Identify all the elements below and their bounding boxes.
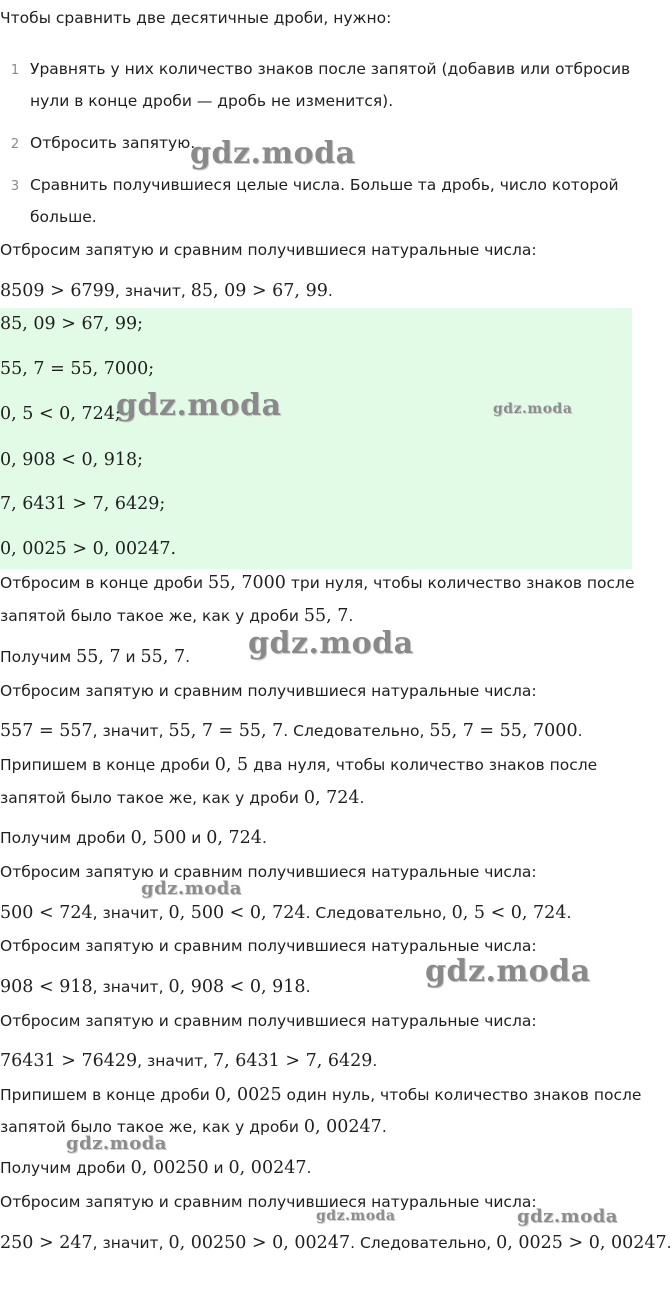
math: 0, 500 xyxy=(130,828,187,848)
step-3 xyxy=(0,175,619,197)
intro-text: Чтобы сравнить две десятичные дроби, нужно: xyxy=(0,9,392,27)
math: 55, 7 xyxy=(303,606,349,626)
text: . xyxy=(185,648,191,666)
answer-4: 0, 908 < 0, 918; xyxy=(0,450,144,470)
watermark: gdz.moda xyxy=(190,136,356,171)
math: 0, 5 xyxy=(214,755,249,775)
text: , значит, xyxy=(92,1234,169,1252)
math: 0, 00250 xyxy=(130,1158,209,1178)
watermark: gdz.moda xyxy=(141,878,242,899)
comparison-line xyxy=(0,1233,672,1253)
text: Получим дроби xyxy=(0,829,131,847)
text: и xyxy=(186,829,207,847)
math: 0, 00250 > 0, 00247 xyxy=(168,1233,351,1253)
step-number: 1 xyxy=(10,63,20,78)
text: Получим дроби xyxy=(0,1159,131,1177)
text: Отбросим в конце дроби xyxy=(0,574,208,592)
text: запятой было такое же, как у дроби xyxy=(0,1118,304,1136)
math: 0, 908 < 0, 918 xyxy=(168,977,306,997)
text: один нуль, чтобы количество знаков после xyxy=(281,1086,642,1104)
answer-2: 55, 7 = 55, 7000; xyxy=(0,359,155,379)
math: 250 > 247 xyxy=(0,1233,93,1253)
watermark: gdz.moda xyxy=(493,401,573,417)
comparison-line xyxy=(0,977,311,997)
text: . xyxy=(359,789,365,807)
text: . xyxy=(306,1159,312,1177)
answer-5: 7, 6431 > 7, 6429; xyxy=(0,494,166,514)
watermark: gdz.moda xyxy=(116,388,282,423)
step-text: Сравнить получившиеся целые числа. Больше та дробь, число которой xyxy=(30,176,619,194)
math: 85, 09 > 67, 99 xyxy=(190,281,328,301)
math: 55, 7000 xyxy=(207,573,286,593)
paragraph: Отбросим запятую и сравним получившиеся натуральные числа: xyxy=(0,1193,537,1211)
text: два нуля, чтобы количество знаков после xyxy=(248,756,598,774)
math: 557 = 557 xyxy=(0,721,93,741)
paragraph: Отбросим запятую и сравним получившиеся натуральные числа: xyxy=(0,241,537,259)
answer-1: 85, 09 > 67, 99; xyxy=(0,314,144,334)
highlight-box xyxy=(0,308,632,569)
math: 0, 0025 > 0, 00247 xyxy=(496,1233,667,1253)
text: запятой было такое же, как у дроби xyxy=(0,789,304,807)
math: 8509 > 6799 xyxy=(0,281,115,301)
paragraph xyxy=(0,828,267,848)
math: 500 < 724 xyxy=(0,903,93,923)
text: и xyxy=(208,1159,229,1177)
paragraph xyxy=(0,573,634,593)
text: Припишем в конце дроби xyxy=(0,1086,215,1104)
paragraph xyxy=(0,1158,311,1178)
math: 0, 0025 xyxy=(214,1085,282,1105)
math: 0, 724 xyxy=(303,788,360,808)
paragraph: Отбросим запятую и сравним получившиеся натуральные числа: xyxy=(0,1012,537,1030)
text: , значит, xyxy=(114,282,191,300)
math: 0, 5 < 0, 724 xyxy=(451,903,567,923)
answer-3: 0, 5 < 0, 724; xyxy=(0,404,121,424)
text: . xyxy=(261,829,267,847)
paragraph: Отбросим запятую и сравним получившиеся натуральные числа: xyxy=(0,863,537,881)
math: 0, 500 < 0, 724 xyxy=(168,903,306,923)
math: 55, 7 = 55, 7000 xyxy=(429,721,578,741)
math: 908 < 918 xyxy=(0,977,93,997)
text: . xyxy=(566,904,572,922)
step-number: 2 xyxy=(10,137,20,152)
math: 0, 724 xyxy=(206,828,262,848)
paragraph xyxy=(0,755,597,775)
text: . Следовательно, xyxy=(305,904,452,922)
math: 0, 00247 xyxy=(303,1117,382,1137)
paragraph xyxy=(0,606,353,626)
text: . xyxy=(577,722,583,740)
answer-6: 0, 0025 > 0, 00247. xyxy=(0,539,177,559)
step-2 xyxy=(0,133,195,155)
text: . xyxy=(666,1234,672,1252)
text: , значит, xyxy=(137,1052,213,1070)
watermark: gdz.moda xyxy=(316,1208,396,1224)
text: . xyxy=(381,1118,387,1136)
comparison-line xyxy=(0,721,583,741)
math: 55, 7 xyxy=(140,647,186,667)
text: запятой было такое же, как у дроби xyxy=(0,607,304,625)
step-text: Уравнять у них количество знаков после запятой (добавив или отбросив xyxy=(30,60,631,78)
text: . xyxy=(327,282,333,300)
comparison-line xyxy=(0,1051,377,1071)
step-1 xyxy=(0,59,630,81)
text: три нуля, чтобы количество знаков после xyxy=(285,574,635,592)
paragraph: Отбросим запятую и сравним получившиеся натуральные числа: xyxy=(0,682,537,700)
paragraph xyxy=(0,788,364,808)
text: . xyxy=(305,978,311,996)
math: 55, 7 = 55, 7 xyxy=(168,721,284,741)
step-1-cont: нули в конце дроби — дробь не изменится). xyxy=(30,92,394,110)
text: . xyxy=(372,1052,378,1070)
text: , значит, xyxy=(92,978,169,996)
math: 0, 00247 xyxy=(228,1158,307,1178)
paragraph xyxy=(0,1085,641,1105)
text: Припишем в конце дроби xyxy=(0,756,215,774)
math: 7, 6431 > 7, 6429 xyxy=(212,1051,373,1071)
text: . xyxy=(348,607,354,625)
comparison-line xyxy=(0,903,571,923)
step-text: Отбросить запятую. xyxy=(30,134,196,152)
text: и xyxy=(120,648,141,666)
watermark: gdz.moda xyxy=(517,1206,618,1227)
step-number: 3 xyxy=(10,179,20,194)
text: . Следовательно, xyxy=(350,1234,497,1252)
paragraph xyxy=(0,647,190,667)
math: 76431 > 76429 xyxy=(0,1051,138,1071)
paragraph xyxy=(0,1117,387,1137)
watermark: gdz.moda xyxy=(66,1133,167,1154)
text: , значит, xyxy=(92,904,169,922)
paragraph: Отбросим запятую и сравним получившиеся натуральные числа: xyxy=(0,937,537,955)
comparison-line xyxy=(0,281,333,301)
math: 55, 7 xyxy=(76,647,121,667)
text: , значит, xyxy=(92,722,169,740)
watermark: gdz.moda xyxy=(425,954,591,989)
step-3-cont: больше. xyxy=(30,208,97,226)
text: Получим xyxy=(0,648,77,666)
text: . Следовательно, xyxy=(283,722,430,740)
watermark: gdz.moda xyxy=(248,626,414,661)
